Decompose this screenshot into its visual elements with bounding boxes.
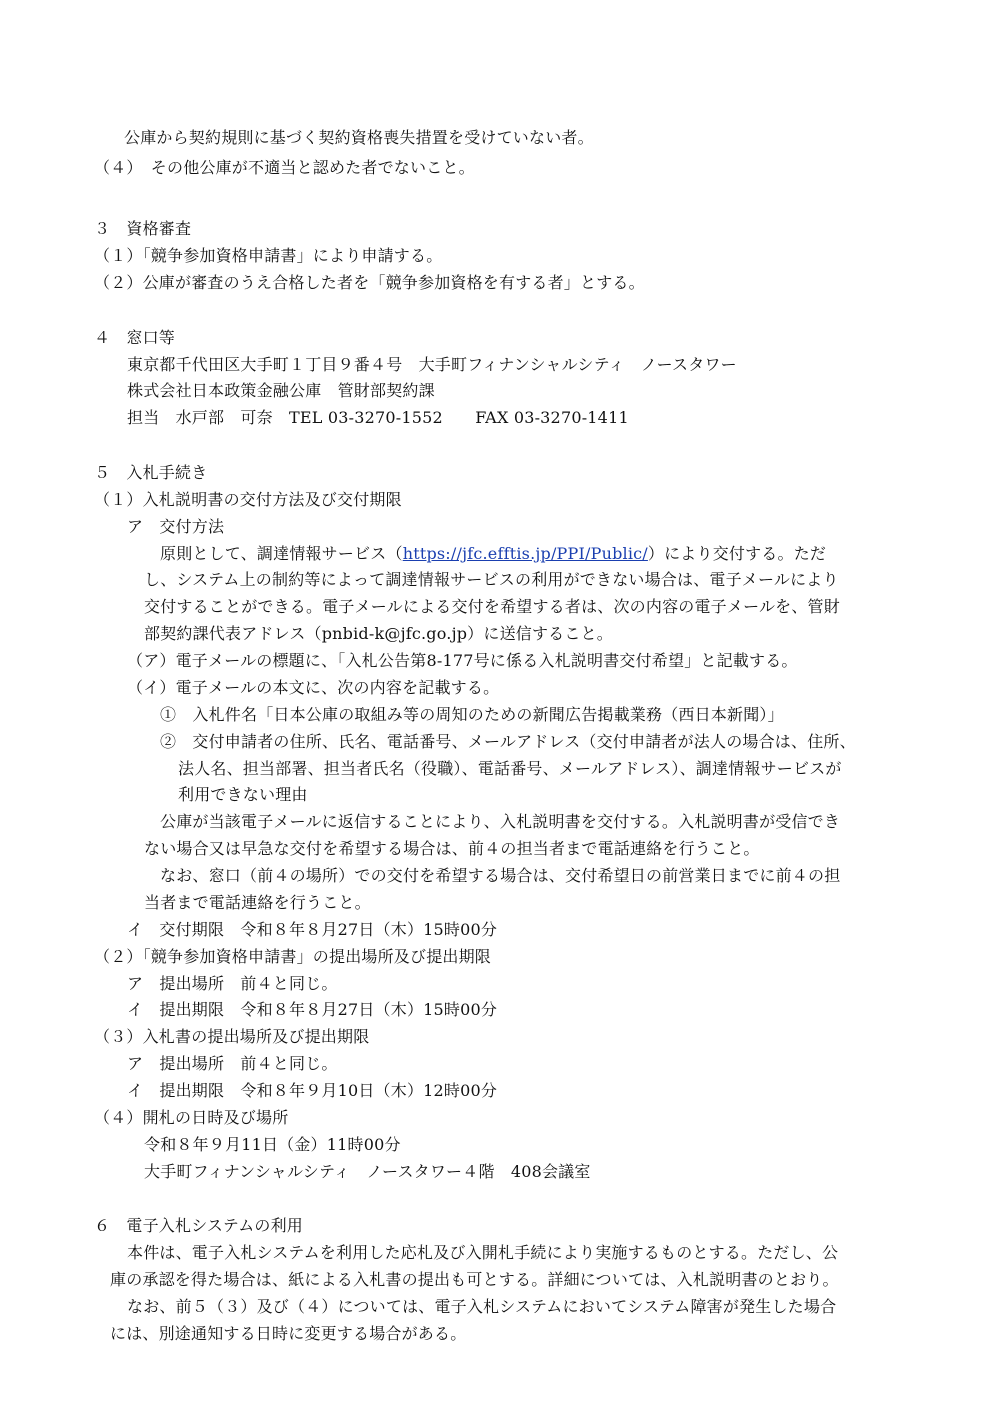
- sec5-email-body-rule: （イ）電子メールの本文に、次の内容を記載する。: [127, 678, 500, 697]
- sec5-item-1-title: （１）入札説明書の交付方法及び交付期限: [94, 490, 402, 509]
- sec5-window-paragraph-line-1: なお、窓口（前４の場所）での交付を希望する場合は、交付希望日の前営業日までに前４の担: [160, 866, 841, 885]
- sec5-window-paragraph-line-2: 当者まで電話連絡を行うこと。: [144, 893, 371, 912]
- sec5-item-3-deadline: イ 提出期限 令和８年９月10日（木）12時00分: [127, 1081, 498, 1100]
- sec5-item-2-place: ア 提出場所 前４と同じ。: [127, 974, 338, 993]
- sec5-method-line-2: し、システム上の制約等によって調達情報サービスの利用ができない場合は、電子メールにより: [144, 570, 839, 589]
- sec5-body-item-2-line-3: 利用できない理由: [178, 785, 308, 804]
- sec4-organization: 株式会社日本政策金融公庫 管財部契約課: [127, 381, 435, 400]
- sec5-email-subject-rule: （ア）電子メールの標題に、「入札公告第8-177号に係る入札説明書交付希望」と記載する。: [127, 651, 798, 670]
- sec5-item-4-title: （４）開札の日時及び場所: [94, 1108, 289, 1127]
- sec6-paragraph-1-line-1: 本件は、電子入札システムを利用した応札及び入開札手続により実施するものとする。ただし、公: [127, 1243, 839, 1262]
- sec5-heading: ５ 入札手続き: [94, 463, 208, 482]
- sec5-reply-paragraph-line-1: 公庫が当該電子メールに返信することにより、入札説明書を交付する。入札説明書が受信でき: [160, 812, 841, 831]
- sec5-delivery-deadline: イ 交付期限 令和８年８月27日（木）15時00分: [127, 920, 498, 939]
- sec3-item-1: （１）「競争参加資格申請書」により申請する。: [94, 246, 443, 265]
- sec2-continuation-text: 公庫から契約規則に基づく契約資格喪失措置を受けていない者。: [124, 128, 594, 147]
- sec5-method-line-1: [160, 541, 826, 567]
- sec5-opening-place: 大手町フィナンシャルシティ ノースタワー４階 408会議室: [144, 1162, 591, 1181]
- sec5-opening-date: 令和８年９月11日（金）11時00分: [144, 1135, 401, 1154]
- sec6-paragraph-2-line-1: なお、前５（３）及び（４）については、電子入札システムにおいてシステム障害が発生した場合: [127, 1297, 837, 1316]
- sec6-heading: ６ 電子入札システムの利用: [94, 1216, 304, 1235]
- sec5-reply-paragraph-line-2: ない場合又は早急な交付を希望する場合は、前４の担当者まで電話連絡を行うこと。: [144, 839, 760, 858]
- sec5-item-3-title: （３）入札書の提出場所及び提出期限: [94, 1027, 370, 1046]
- sec6-paragraph-2-line-2: には、別途通知する日時に変更する場合がある。: [110, 1324, 467, 1343]
- sec6-paragraph-1-line-2: 庫の承認を得た場合は、紙による入札書の提出も可とする。詳細については、入札説明書のとおり。: [110, 1270, 839, 1289]
- method-text-suffix: ）により交付する。ただ: [647, 544, 827, 563]
- sec4-contact: 担当 水戸部 可奈 TEL 03-3270-1552 FAX 03-3270-1411: [127, 408, 629, 427]
- sec3-item-2: （２）公庫が審査のうえ合格した者を「競争参加資格を有する者」とする。: [94, 273, 645, 292]
- sec5-item-2-title: （２）「競争参加資格申請書」の提出場所及び提出期限: [94, 947, 492, 966]
- sec5-sub-a-title: ア 交付方法: [127, 517, 225, 536]
- sec5-item-2-deadline: イ 提出期限 令和８年８月27日（木）15時00分: [127, 1000, 498, 1019]
- method-text-prefix: 原則として、調達情報サービス（: [160, 544, 403, 563]
- sec5-body-item-2-line-2: 法人名、担当部署、担当者氏名（役職）、電話番号、メールアドレス）、調達情報サービスが: [178, 759, 842, 778]
- sec5-method-line-4: 部契約課代表アドレス（pnbid-k@jfc.go.jp）に送信すること。: [144, 624, 613, 643]
- sec5-body-item-2-line-1: ② 交付申請者の住所、氏名、電話番号、メールアドレス（交付申請者が法人の場合は、住所、: [160, 732, 856, 751]
- sec5-method-line-3: 交付することができる。電子メールによる交付を希望する者は、次の内容の電子メールを、管財: [144, 597, 840, 616]
- sec4-address: 東京都千代田区大手町１丁目９番４号 大手町フィナンシャルシティ ノースタワー: [127, 355, 737, 374]
- sec4-heading: ４ 窓口等: [94, 328, 176, 347]
- sec3-heading: ３ 資格審査: [94, 219, 192, 238]
- procurement-service-link[interactable]: https://jfc.efftis.jp/PPI/Public/: [402, 544, 648, 563]
- sec5-item-3-place: ア 提出場所 前４と同じ。: [127, 1054, 338, 1073]
- sec5-body-item-1: ① 入札件名「日本公庫の取組み等の周知のための新聞広告掲載業務（西日本新聞）」: [160, 705, 784, 724]
- sec2-item-4: （４） その他公庫が不適当と認めた者でないこと。: [94, 158, 475, 177]
